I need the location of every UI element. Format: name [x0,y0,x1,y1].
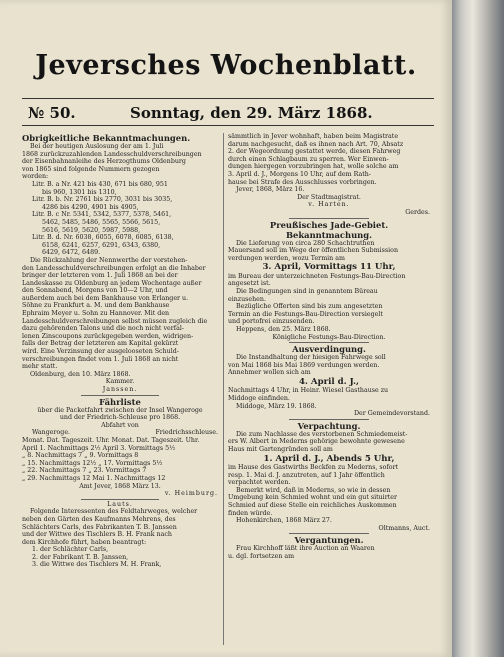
vergantungen-paragraph: Frau Kirchhoff läßt ihre Auction an Waaren u. dgl. fortsetzen am [228,545,375,561]
ausverdingung-heading: Ausverdingung. [292,344,366,355]
ferry-place-date: Amt Jever, 1868 März 13. [79,482,161,490]
list-item: 2. der Fabrikant T. B. Janssen, [32,553,129,561]
magistrate-authority: Der Stadtmagistrat. [297,193,361,201]
column-divider [223,133,224,645]
jade-paragraph-4: Bezügliche Offerten sind bis zum angesetzten Termin an die Festungs-Bau-Direction versiegelt und portofrei einzusenden. [228,303,383,326]
ferry-subtitle-line: über die Packetfahrt zwischen der Insel Wangeroge [37,406,203,414]
drawn-numbers-list: Litr. B. a Nr. 421 bis 430, 671 bis 680, 951 bis 960, 1301 bis 1310, Litr. B. b. Nr. 2761 bis 2770, 3031 bis 3035, 4286 bis 4290, 4901 bis 4905, Litr. B. c Nr. 5341, 5342, 5377, 5378, 5461, 5462, 5485, 5486, 5565, 5566, 5615, 5616, 5619, 5620, 5987, 5988, Litr. B. d. Nr. 6038, 6055, 6078, 6085, 6138, 6158, 6241, 6257, 6291, 6343, 6380, 6429, 6472, 6489. [32,180,174,257]
vergantungen-heading: Vergantungen. [294,535,364,546]
table-row: April 1. Nachmittags 2½ April 3. Vormittags 5½ [22,444,176,452]
separator [81,499,159,500]
ausverdingung-authority: Der Gemeindevorstand. [353,410,430,418]
ausverdingung-place-date: Middoge, März 19. 1868. [236,402,317,410]
ferry-table [22,445,218,483]
jade-authority: Königliche Festungs-Bau-Direction. [272,333,386,341]
notice-place-date: Oldenburg, den 10. März 1868. [30,370,131,378]
verpachtung-paragraph-2: im Hause des Gastwirths Beckfen zu Mederns, sofort resp. 1. Mai d. J. anzutreten, auf 1 Jahr öffentlich verpachtet werden. [228,464,399,487]
issue-number: № 50. [28,104,76,122]
jade-place-date: Heppens, den 25. März 1868. [236,325,331,333]
table-row: „ 22. Nachmittags 7 „ 23. Vormittags 7 [22,467,147,475]
magistrate-signature: v. Harten. [308,201,350,209]
masthead-rule-bottom [22,125,434,126]
ausverdingung-paragraph-2: Nachmittags 4 Uhr, in Heinr. Wiesel Gasthause zu Middoge einfinden. [228,387,389,403]
left-column [22,133,218,653]
verpachtung-paragraph: Die zum Nachlasse des verstorbenen Schmiedemeist- ers W. Albert in Mederns gehörige bewohnte gewesene Haus mit Gartengründen soll am [228,430,408,453]
ferry-subtitle-line: und der Friedrich-Schleuse pro 1868. [59,414,181,422]
official-notice-intro: Bei der heutigen Auslosung der am 1. Juli 1868 zurückzuzahlenden Landesschuldverschreibungen der Eisenbahnanleihe des Herzogthums Oldenburg von 1865 sind folgende Nummern gezogen worden: [22,143,202,181]
table-row: „ 8. Nachmittags 7 „ 9. Vormittags 8 [22,452,139,460]
separator [289,218,370,219]
separator [289,419,370,420]
magistrate-place-date: Jever, 1868, März 16. [236,186,305,194]
verpachtung-heading: Verpachtung. [297,420,361,431]
lauts-heading: Lauts. [107,500,133,508]
repayment-paragraph: Die Rückzahlung der Nennwerthe der vorstehen- den Landesschuldverschreibungen erfolgt an die Inhaber bringer der letzteren vom 1. Juli 1868 an bei der Landeskasse zu Oldenburg an jedem Wochentage außer den Sonnabend, Morgens von 10—2 Uhr, und außerdem auch bei dem Bankhause von Erlanger u. Söhne zu Frankfurt a. M. und dem Bankhause Ephraim Meyer u. Sohn zu Hannover. Mit den Landesschuldverschreibungen selbst müssen zugleich die dazu gehörenden Talons und die noch nicht verfal- lenen Zinscoupons zurückgegeben werden, widrigen- falls der Betrag der letzteren am Kapital gekürzt wird. Eine Verzinsung der ausgelooseten Schuld- verschreibungen findet vom 1. Juli 1868 an nicht mehr statt. [22,256,208,371]
separator [81,395,159,396]
separator [289,342,370,343]
masthead-title: Jeversches Wochenblatt. [35,50,417,81]
jade-subheading: Bekanntmachung. [285,229,373,240]
magistrate-cosign: Gerdes. [405,208,430,216]
jade-paragraph-3: Die Bedingungen sind in genanntem Büreau einzusehen. [228,288,378,303]
ferry-signature: v. Heimburg. [164,490,218,498]
verpachtung-signature: Oltmanns, Auct. [378,524,430,532]
lauts-paragraph: Folgende Interessenten des Feldtahrweges, welcher neben den Gärten des Kaufmanns Mehrens, des Schlächters Carls, des Fabrikanten T. B. Janssen und der Wittwe des Tischlers B. H. Frank nach dem Kirchhofe führt, haben beantragt: [22,508,198,546]
right-column [228,133,430,653]
list-item: 3. die Wittwe des Tischlers M. H. Frank, [32,561,162,569]
official-notices-heading: Obrigkeitliche Bekanntmachungen. [22,133,191,143]
masthead-rule-top [22,98,434,99]
issue-date: Sonntag, den 29. März 1868. [130,104,373,122]
verpachtung-date-highlight: 1. April d. J., Abends 5 Uhr, [263,453,395,464]
list-item: 1. der Schlächter Carls, [32,546,109,554]
ausverdingung-date-highlight: 4. April d. J., [298,376,360,387]
ferry-list-heading: Fährliste [99,396,141,407]
verpachtung-place-date: Hohenkirchen, 1868 März 27. [236,517,332,525]
ferry-departure-label: Abfahrt von [101,421,139,429]
table-row: „ 29. Nachmittags 12 Mai 1. Nachmittags 12 [22,474,166,482]
ferry-column-headers: Monat. Dat. Tageszeit. Uhr. Monat. Dat. Tageszeit. Uhr. [22,436,200,444]
book-page-edges [452,0,504,657]
ausverdingung-paragraph: Die Instandhaltung der hiesigen Fahrwege soll von Mai 1868 bis Mai 1869 verdungen werden. Annehmer wollen sich am [228,354,386,377]
jade-date-highlight: 3. April, Vormittags 11 Uhr, [262,262,396,273]
road-barrier-paragraph: sämmtlich in Jever wohnhaft, haben beim Magistrate darum nachgesucht, daß es ihnen nach Art. 70, Absatz 2. der Wegeordnung gestattet werde, diesen Fahrweg durch einen Schlagbaum zu sperren. Wer Einwen- dungen hiergegen vorzubringen hat, wolle solche am 3. April d. J., Morgens 10 Uhr, auf dem Rath- hause bei Strafe des Ausschlusses vorbringen. [228,133,404,186]
notice-signature: Janssen. [102,386,138,393]
separator [289,533,370,534]
verpachtung-paragraph-3: Bemerkt wird, daß in Mederns, so wie in dessen Umgebung kein Schmied wohnt und ein gut situirter Schmied auf diese Stelle ein reichliches Auskommen finden würde. [228,486,397,517]
jade-paragraph: Die Lieferung von circa 280 Schachtruthen Mauersand soll im Wege der öffentlichen Submission verdungen werden, wozu Termin am [228,239,398,262]
jade-heading: Preußisches Jade-Gebiet. [269,219,389,230]
notice-authority: Kammer. [105,378,135,386]
ferry-ports: Wangeroge. Friedrichsschleuse. [32,429,218,437]
petitioners-list [22,546,218,569]
jade-paragraph-2: im Bureau der unterzeichneten Festungs-Bau-Direction angesetzt ist. [228,272,406,288]
table-row: „ 15. Nachmittags 12½ „ 17. Vormittags 5½ [22,459,163,467]
